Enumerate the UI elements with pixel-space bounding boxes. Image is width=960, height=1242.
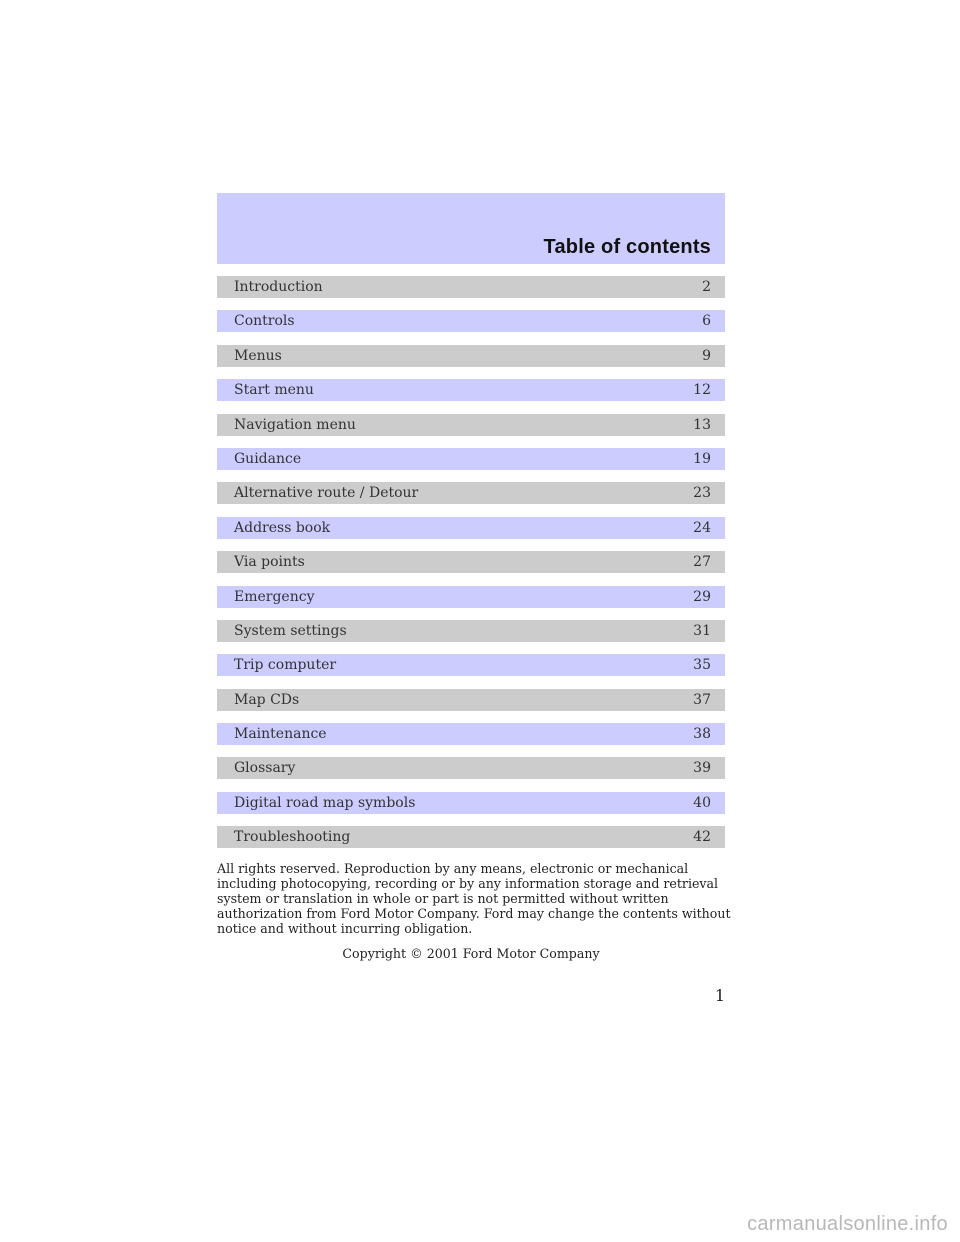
toc-item-address-book[interactable] — [217, 517, 725, 539]
toc-item-page: 24 — [693, 519, 711, 536]
toc-item-label: Navigation menu — [234, 416, 356, 433]
toc-item-page: 6 — [702, 313, 711, 330]
toc-item-label: Via points — [234, 554, 305, 571]
toc-item-page: 19 — [693, 450, 711, 467]
toc-item-page: 12 — [693, 382, 711, 399]
toc-item-label: Troubleshooting — [234, 829, 351, 846]
table-of-contents — [217, 276, 725, 861]
toc-item-label: Controls — [234, 313, 295, 330]
toc-item-label: Start menu — [234, 382, 314, 399]
toc-item-page: 13 — [693, 416, 711, 433]
toc-item-label: Emergency — [234, 588, 315, 605]
page-title: Table of contents — [543, 236, 711, 258]
toc-item-label: Alternative route / Detour — [234, 485, 419, 502]
toc-item-maintenance[interactable] — [217, 723, 725, 745]
toc-item-controls[interactable] — [217, 310, 725, 332]
toc-item-trip-computer[interactable] — [217, 654, 725, 676]
toc-item-introduction[interactable] — [217, 276, 725, 298]
toc-item-page: 37 — [693, 691, 711, 708]
toc-item-map-cds[interactable] — [217, 689, 725, 711]
toc-item-emergency[interactable] — [217, 586, 725, 608]
toc-item-label: Trip computer — [234, 657, 337, 674]
toc-item-glossary[interactable] — [217, 757, 725, 779]
copyright-line: Copyright © 2001 Ford Motor Company — [342, 946, 600, 961]
toc-item-page: 39 — [693, 760, 711, 777]
toc-item-page: 42 — [693, 829, 711, 846]
toc-item-label: Address book — [234, 519, 331, 536]
toc-item-page: 9 — [702, 347, 711, 364]
toc-item-page: 2 — [702, 279, 711, 295]
toc-item-digital-road-map-symbols[interactable] — [217, 792, 725, 814]
toc-item-page: 27 — [693, 554, 711, 571]
toc-item-page: 38 — [693, 726, 711, 743]
toc-item-via-points[interactable] — [217, 551, 725, 573]
toc-item-alternative-route[interactable] — [217, 482, 725, 504]
toc-item-menus[interactable] — [217, 345, 725, 367]
toc-item-troubleshooting[interactable] — [217, 826, 725, 848]
toc-item-label: Maintenance — [234, 726, 327, 743]
toc-item-start-menu[interactable] — [217, 379, 725, 401]
toc-item-system-settings[interactable] — [217, 620, 725, 642]
rights-notice: All rights reserved. Reproduction by any means, electronic or mechanical including photocopying, recording or by any information storage and retrieval system or translation in whole or part is not permitted without written authorization from Ford Motor Company. Ford may change the contents without notice and without incurring obligation. — [217, 861, 731, 936]
toc-item-page: 35 — [693, 657, 711, 674]
toc-item-guidance[interactable] — [217, 448, 725, 470]
toc-item-label: Glossary — [234, 760, 296, 777]
toc-item-label: System settings — [234, 622, 347, 639]
toc-item-page: 31 — [693, 622, 711, 639]
toc-item-navigation-menu[interactable] — [217, 414, 725, 436]
toc-item-label: Guidance — [234, 450, 302, 467]
page-number: 1 — [714, 986, 725, 1005]
header-band — [217, 193, 725, 264]
toc-item-page: 29 — [693, 588, 711, 605]
toc-item-label: Digital road map symbols — [234, 794, 416, 811]
toc-item-label: Menus — [234, 347, 282, 364]
watermark-text: carmanualsonline.info — [747, 1213, 948, 1235]
toc-item-label: Introduction — [234, 279, 323, 295]
toc-item-label: Map CDs — [234, 691, 300, 708]
toc-item-page: 23 — [693, 485, 711, 502]
toc-item-page: 40 — [693, 794, 711, 811]
